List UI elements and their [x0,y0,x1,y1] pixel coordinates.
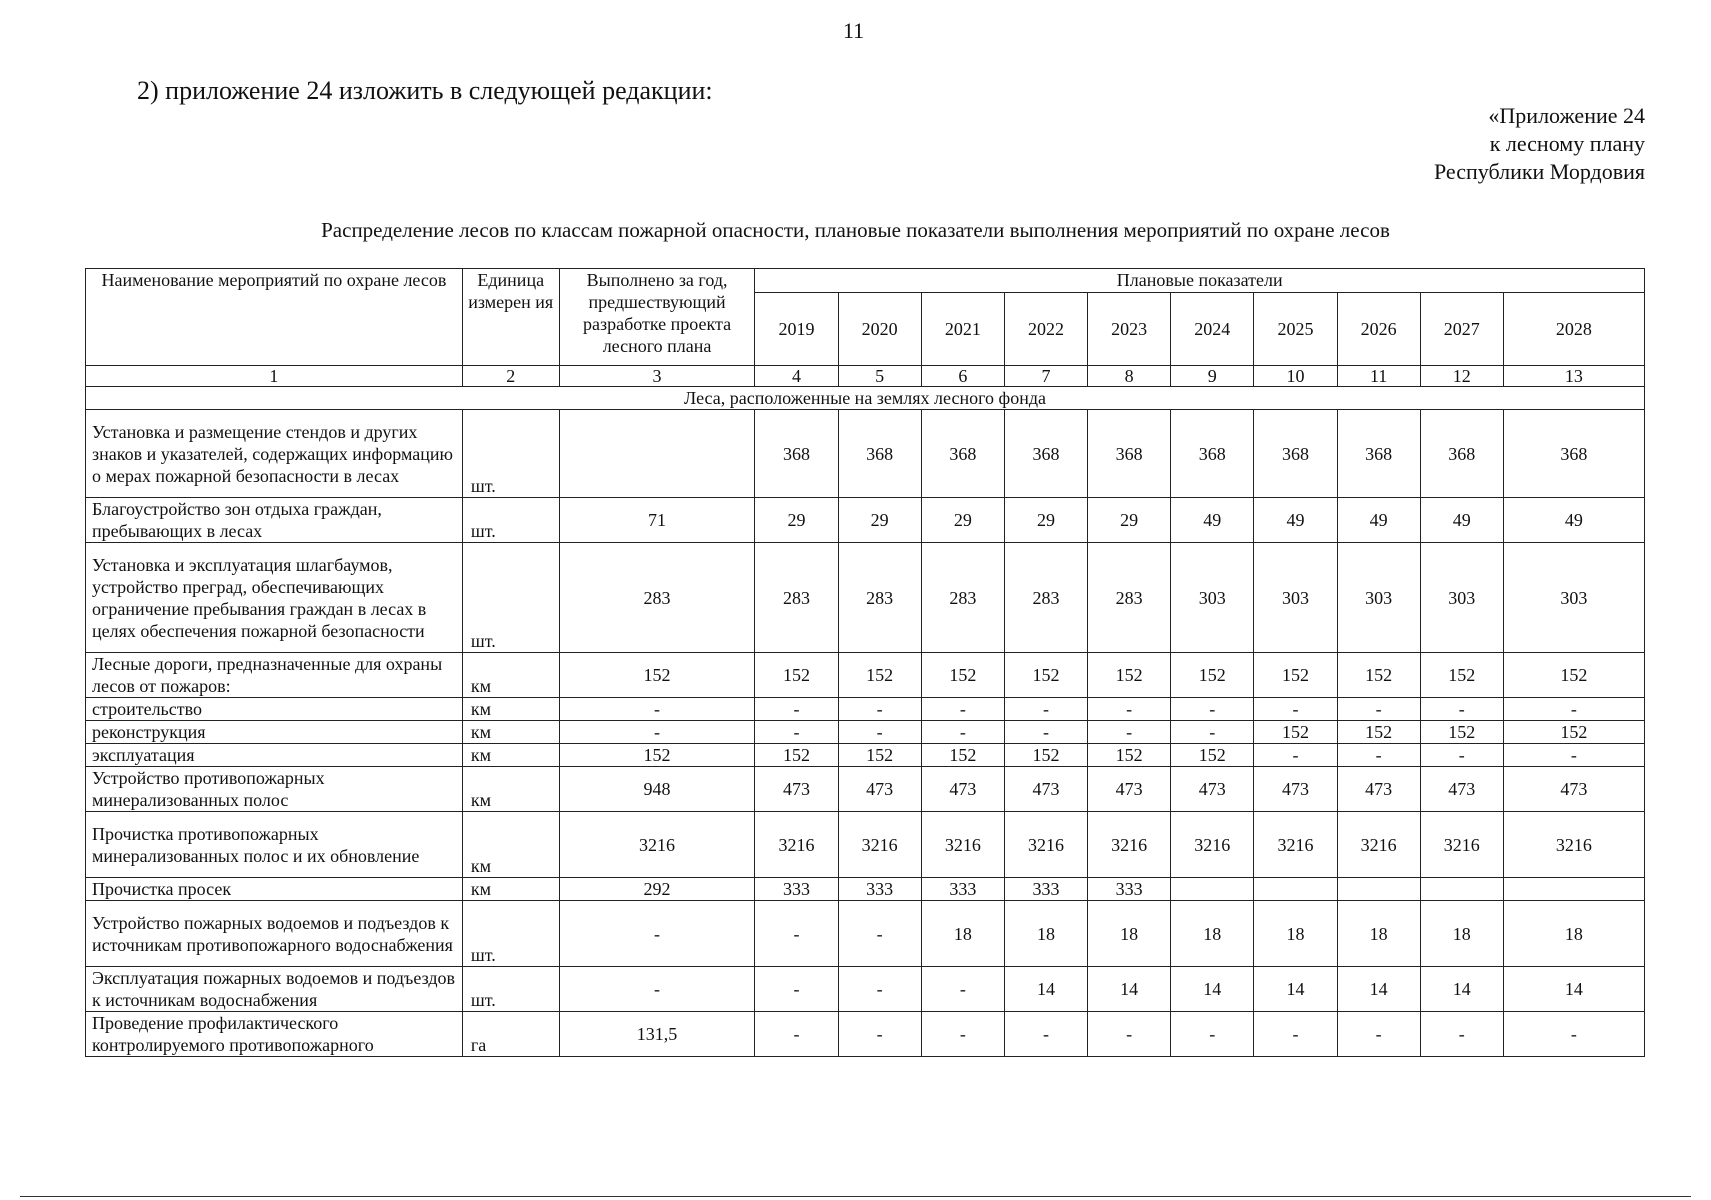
planned-value: - [755,901,838,967]
planned-value: 152 [1420,653,1503,698]
column-number: 5 [838,366,921,387]
column-number: 4 [755,366,838,387]
planned-value: 18 [1088,901,1171,967]
table-row [86,410,1645,498]
bottom-rule [20,1196,1691,1197]
done-value: - [559,901,755,967]
planned-value: - [1004,698,1087,721]
planned-value: 152 [1337,721,1420,744]
planned-value: - [1337,698,1420,721]
planned-value: 152 [1088,653,1171,698]
planned-value: 3216 [838,812,921,878]
header-year: 2021 [921,293,1004,366]
header-year: 2023 [1088,293,1171,366]
planned-value: 14 [1420,967,1503,1012]
planned-value: 29 [1088,498,1171,543]
planned-value: - [1503,698,1644,721]
column-number: 7 [1004,366,1087,387]
table-row [86,1012,1645,1057]
planned-value: - [755,698,838,721]
planned-value: 152 [755,744,838,767]
planned-value: - [1503,744,1644,767]
planned-value: - [921,721,1004,744]
planned-value: - [1254,1012,1337,1057]
header-year: 2026 [1337,293,1420,366]
planned-value [1171,878,1254,901]
planned-value: - [1088,698,1171,721]
planned-value: - [1420,744,1503,767]
activity-name: Установка и эксплуатация шлагбаумов, устройство преград, обеспечивающих ограничение пребывания граждан в лесах в целях обеспечения пожарной безопасности [86,543,463,653]
table-row [86,698,1645,721]
unit-cell: шт. [462,901,559,967]
column-number: 8 [1088,366,1171,387]
planned-value: - [1171,721,1254,744]
planned-value: 152 [1004,744,1087,767]
section-heading: Леса, расположенные на землях лесного фонда [86,387,1645,410]
planned-value [1337,878,1420,901]
planned-value: - [1254,744,1337,767]
planned-value: 14 [1004,967,1087,1012]
table-row [86,878,1645,901]
header-year: 2028 [1503,293,1644,366]
planned-value: 3216 [1171,812,1254,878]
intro-text: 2) приложение 24 изложить в следующей редакции: [137,76,713,105]
planned-value: 18 [1171,901,1254,967]
activity-name: Прочистка просек [86,878,463,901]
planned-value: 3216 [755,812,838,878]
planned-value: 29 [921,498,1004,543]
planned-value [1254,878,1337,901]
unit-cell: км [462,653,559,698]
header-done: Выполнено за год, предшествующий разработке проекта лесного плана [559,269,755,366]
header-name: Наименование мероприятий по охране лесов [86,269,463,366]
planned-value: 18 [1004,901,1087,967]
planned-value: - [838,721,921,744]
planned-value: 18 [1420,901,1503,967]
activity-name: Эксплуатация пожарных водоемов и подъездов к источникам водоснабжения [86,967,463,1012]
planned-value: - [838,1012,921,1057]
planned-value: - [1004,721,1087,744]
activity-name: Благоустройство зон отдыха граждан, пребывающих в лесах [86,498,463,543]
done-value [559,410,755,498]
planned-value: 283 [1088,543,1171,653]
done-value: - [559,698,755,721]
planned-value: 152 [838,744,921,767]
planned-value: 333 [1004,878,1087,901]
planned-value: 473 [1254,767,1337,812]
planned-value: 473 [1171,767,1254,812]
planned-value: 49 [1337,498,1420,543]
planned-value: - [755,721,838,744]
table-row [86,653,1645,698]
planned-value: 152 [1420,721,1503,744]
planned-value: 303 [1337,543,1420,653]
appendix-line: «Приложение 24 [1488,103,1645,128]
done-value: 948 [559,767,755,812]
planned-value: - [838,901,921,967]
planned-value: - [1420,1012,1503,1057]
planned-value: - [755,967,838,1012]
planned-value: 29 [1004,498,1087,543]
unit-cell: км [462,721,559,744]
appendix-reference [1434,102,1645,186]
planned-value: 473 [921,767,1004,812]
activity-name: Лесные дороги, предназначенные для охраны лесов от пожаров: [86,653,463,698]
table-row [86,543,1645,653]
column-number: 12 [1420,366,1503,387]
planned-value: 152 [755,653,838,698]
table-row [86,967,1645,1012]
planned-value: 473 [838,767,921,812]
appendix-line: к лесному плану [1489,131,1645,156]
planned-value: 473 [755,767,838,812]
planned-value: 152 [1503,653,1644,698]
activity-name: Прочистка противопожарных минерализованных полос и их обновление [86,812,463,878]
planned-value: 368 [1171,410,1254,498]
planned-value: 18 [1254,901,1337,967]
column-number: 3 [559,366,755,387]
activity-name: реконструкция [86,721,463,744]
planned-value: 368 [921,410,1004,498]
planned-value: 152 [921,744,1004,767]
table-row [86,744,1645,767]
planned-value: 152 [1337,653,1420,698]
header-planned: Плановые показатели [755,269,1645,293]
planned-value: 3216 [921,812,1004,878]
fire-protection-table [85,268,1645,1057]
table-row [86,812,1645,878]
header-year: 2024 [1171,293,1254,366]
planned-value: 152 [921,653,1004,698]
planned-value: 14 [1503,967,1644,1012]
activity-name: Устройство пожарных водоемов и подъездов к источникам противопожарного водоснабжения [86,901,463,967]
planned-value: 368 [1420,410,1503,498]
planned-value: 152 [1088,744,1171,767]
planned-value: - [1004,1012,1087,1057]
planned-value: - [1088,721,1171,744]
activity-name: строительство [86,698,463,721]
done-value: 283 [559,543,755,653]
done-value: 3216 [559,812,755,878]
planned-value: - [1171,1012,1254,1057]
planned-value: 3216 [1254,812,1337,878]
planned-value: 303 [1420,543,1503,653]
planned-value: 49 [1503,498,1644,543]
planned-value: 152 [1503,721,1644,744]
planned-value: 333 [838,878,921,901]
planned-value: - [1420,698,1503,721]
column-number: 9 [1171,366,1254,387]
planned-value: 3216 [1337,812,1420,878]
planned-value: 283 [755,543,838,653]
planned-value: 333 [755,878,838,901]
table-row [86,767,1645,812]
table-row [86,498,1645,543]
planned-value: 303 [1254,543,1337,653]
header-year: 2019 [755,293,838,366]
column-number: 2 [462,366,559,387]
table-title: Распределение лесов по классам пожарной опасности, плановые показатели выполнения мероприятий по охране лесов [321,218,1390,242]
planned-value: 18 [921,901,1004,967]
planned-value [1503,878,1644,901]
column-number: 1 [86,366,463,387]
planned-value: 368 [1254,410,1337,498]
planned-value: 49 [1171,498,1254,543]
planned-value: 29 [755,498,838,543]
done-value: - [559,967,755,1012]
planned-value: 473 [1004,767,1087,812]
header-year: 2025 [1254,293,1337,366]
planned-value: 3216 [1420,812,1503,878]
planned-value: 152 [1254,721,1337,744]
activity-name: Проведение профилактического контролируемого противопожарного [86,1012,463,1057]
planned-value: 368 [755,410,838,498]
header-year: 2022 [1004,293,1087,366]
unit-cell: км [462,744,559,767]
planned-value: 18 [1337,901,1420,967]
planned-value: 3216 [1503,812,1644,878]
unit-cell: км [462,767,559,812]
done-value: 152 [559,744,755,767]
planned-value: 368 [1503,410,1644,498]
activity-name: эксплуатация [86,744,463,767]
planned-value: 18 [1503,901,1644,967]
planned-value: - [838,698,921,721]
planned-value: 29 [838,498,921,543]
done-value: 152 [559,653,755,698]
header-year: 2020 [838,293,921,366]
planned-value: 473 [1337,767,1420,812]
column-number: 13 [1503,366,1644,387]
planned-value: 152 [838,653,921,698]
activity-name: Установка и размещение стендов и других знаков и указателей, содержащих информацию о мерах пожарной безопасности в лесах [86,410,463,498]
appendix-line: Республики Мордовия [1433,159,1645,184]
planned-value: 152 [1004,653,1087,698]
planned-value: 3216 [1088,812,1171,878]
planned-value: 152 [1254,653,1337,698]
planned-value: 152 [1171,653,1254,698]
planned-value: 303 [1171,543,1254,653]
done-value: - [559,721,755,744]
planned-value: 368 [838,410,921,498]
planned-value: - [921,967,1004,1012]
planned-value: 283 [1004,543,1087,653]
planned-value: 49 [1420,498,1503,543]
planned-value: - [755,1012,838,1057]
planned-value: 283 [838,543,921,653]
unit-cell: га [462,1012,559,1057]
planned-value: 368 [1337,410,1420,498]
planned-value: - [1337,744,1420,767]
planned-value: - [1088,1012,1171,1057]
planned-value: 3216 [1004,812,1087,878]
column-number: 11 [1337,366,1420,387]
planned-value: - [921,1012,1004,1057]
table-row [86,901,1645,967]
planned-value: - [838,967,921,1012]
planned-value [1420,878,1503,901]
unit-cell: шт. [462,543,559,653]
done-value: 131,5 [559,1012,755,1057]
planned-value: 49 [1254,498,1337,543]
planned-value: 368 [1088,410,1171,498]
planned-value: 473 [1503,767,1644,812]
planned-value: 473 [1088,767,1171,812]
planned-value: 303 [1503,543,1644,653]
planned-value: - [1337,1012,1420,1057]
unit-cell: км [462,812,559,878]
planned-value: 473 [1420,767,1503,812]
planned-value: 283 [921,543,1004,653]
planned-value: - [1171,698,1254,721]
unit-cell: шт. [462,410,559,498]
planned-value: 14 [1088,967,1171,1012]
unit-cell: шт. [462,967,559,1012]
unit-cell: шт. [462,498,559,543]
done-value: 292 [559,878,755,901]
planned-value: - [1503,1012,1644,1057]
planned-value: 333 [1088,878,1171,901]
planned-value: 152 [1171,744,1254,767]
done-value: 71 [559,498,755,543]
planned-value: 14 [1171,967,1254,1012]
unit-cell: км [462,878,559,901]
column-number: 10 [1254,366,1337,387]
planned-value: 14 [1254,967,1337,1012]
planned-value: 368 [1004,410,1087,498]
header-unit: Единица измерен ия [462,269,559,366]
unit-cell: км [462,698,559,721]
column-number: 6 [921,366,1004,387]
planned-value: - [921,698,1004,721]
planned-value: - [1254,698,1337,721]
planned-value: 333 [921,878,1004,901]
planned-value: 14 [1337,967,1420,1012]
page-number: 11 [843,18,865,43]
table-row [86,721,1645,744]
header-year: 2027 [1420,293,1503,366]
activity-name: Устройство противопожарных минерализованных полос [86,767,463,812]
